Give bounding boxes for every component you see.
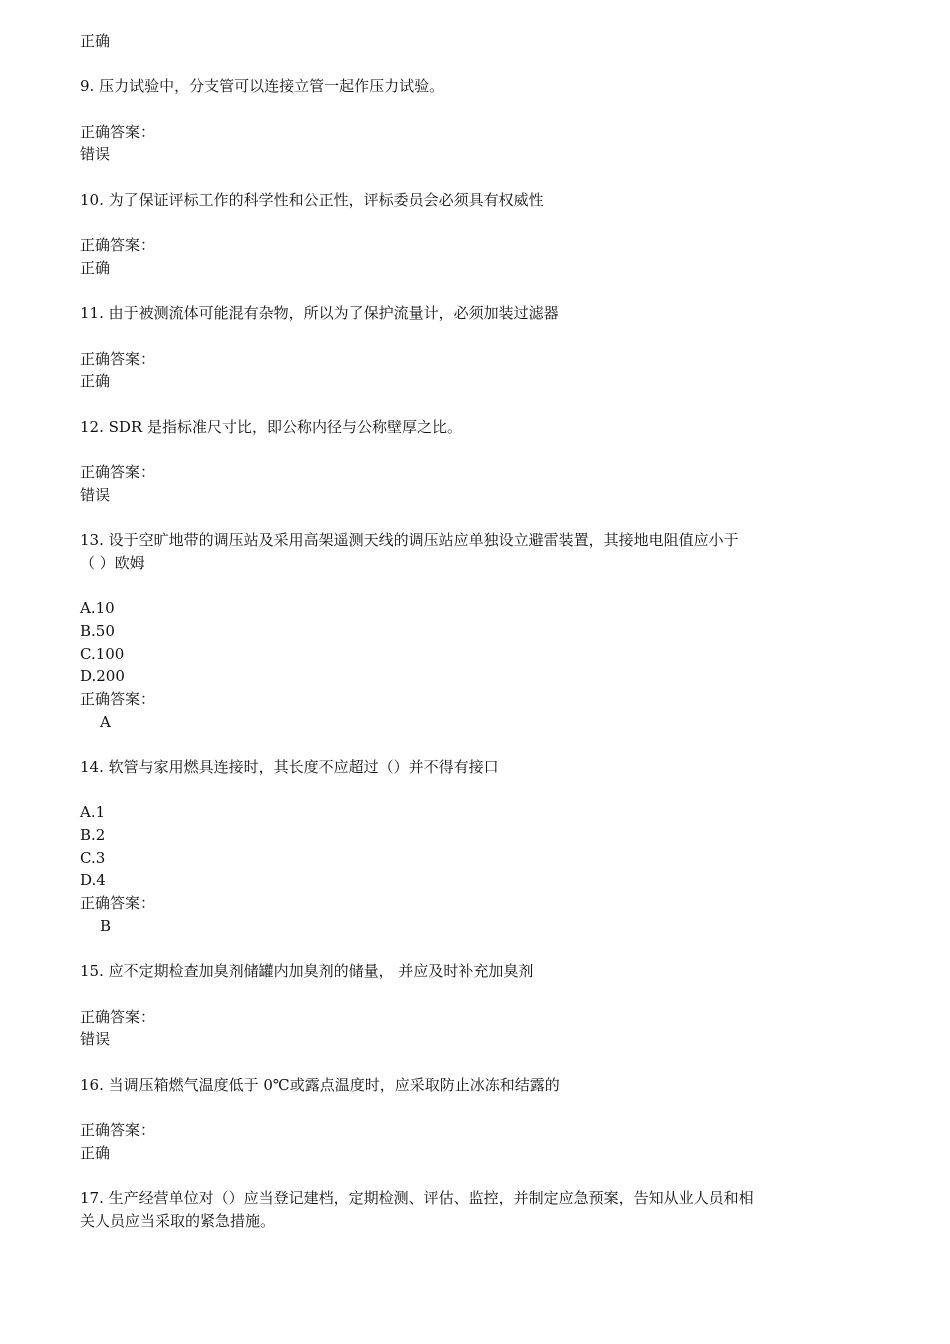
question-text: 11. 由于被测流体可能混有杂物，所以为了保护流量计，必须加装过滤器 [80, 304, 559, 323]
answer-label: 正确答案： [80, 1121, 156, 1139]
answer-value: A [100, 712, 111, 731]
option-b: B.2 [80, 826, 106, 845]
option-a: A.1 [80, 803, 106, 822]
answer-value: 正确 [80, 32, 111, 50]
answer-value: B [100, 916, 112, 935]
question-text: 15. 应不定期检查加臭剂储罐内加臭剂的储量， 并应及时补充加臭剂 [80, 962, 534, 981]
question-text: 17. 生产经营单位对（）应当登记建档，定期检测、评估、监控，并制定应急预案，告知从业人员和相 [80, 1189, 754, 1208]
question-text-continued: （ ）欧姆 [80, 553, 145, 572]
option-c: C.100 [80, 644, 125, 663]
question-text: 9. 压力试验中，分支管可以连接立管一起作压力试验。 [80, 77, 445, 96]
question-text: 14. 软管与家用燃具连接时，其长度不应超过（）并不得有接口 [80, 758, 499, 776]
question-text: 12. SDR 是指标准尺寸比，即公称内径与公称壁厚之比。 [80, 417, 462, 436]
option-d: D.200 [80, 667, 125, 686]
answer-value: 错误 [80, 145, 111, 164]
option-c: C.3 [80, 848, 106, 867]
question-text: 10. 为了保证评标工作的科学性和公正性，评标委员会必须具有权威性 [80, 190, 544, 209]
answer-label: 正确答案： [80, 894, 156, 913]
option-a: A.10 [80, 599, 115, 618]
option-b: B.50 [80, 621, 115, 640]
question-text: 13. 设于空旷地带的调压站及采用高架遥测天线的调压站应单独设立避雷装置，其接地电阻值应小于 [80, 531, 739, 550]
answer-value: 错误 [80, 485, 111, 504]
answer-value: 正确 [80, 372, 111, 391]
question-text: 16. 当调压箱燃气温度低于 0℃或露点温度时，应采取防止冰冻和结露的 [80, 1075, 560, 1094]
answer-label: 正确答案： [80, 1007, 156, 1026]
answer-label: 正确答案： [80, 122, 156, 141]
answer-label: 正确答案： [80, 349, 156, 368]
document-page [80, 30, 880, 1232]
question-text-continued: 关人员应当采取的紧急措施。 [80, 1211, 276, 1230]
answer-label: 正确答案： [80, 689, 156, 708]
answer-value: 正确 [80, 258, 111, 277]
answer-value: 正确 [80, 1143, 111, 1162]
option-d: D.4 [80, 871, 106, 890]
answer-value: 错误 [80, 1030, 111, 1049]
answer-label: 正确答案： [80, 463, 156, 482]
answer-label: 正确答案： [80, 236, 156, 255]
